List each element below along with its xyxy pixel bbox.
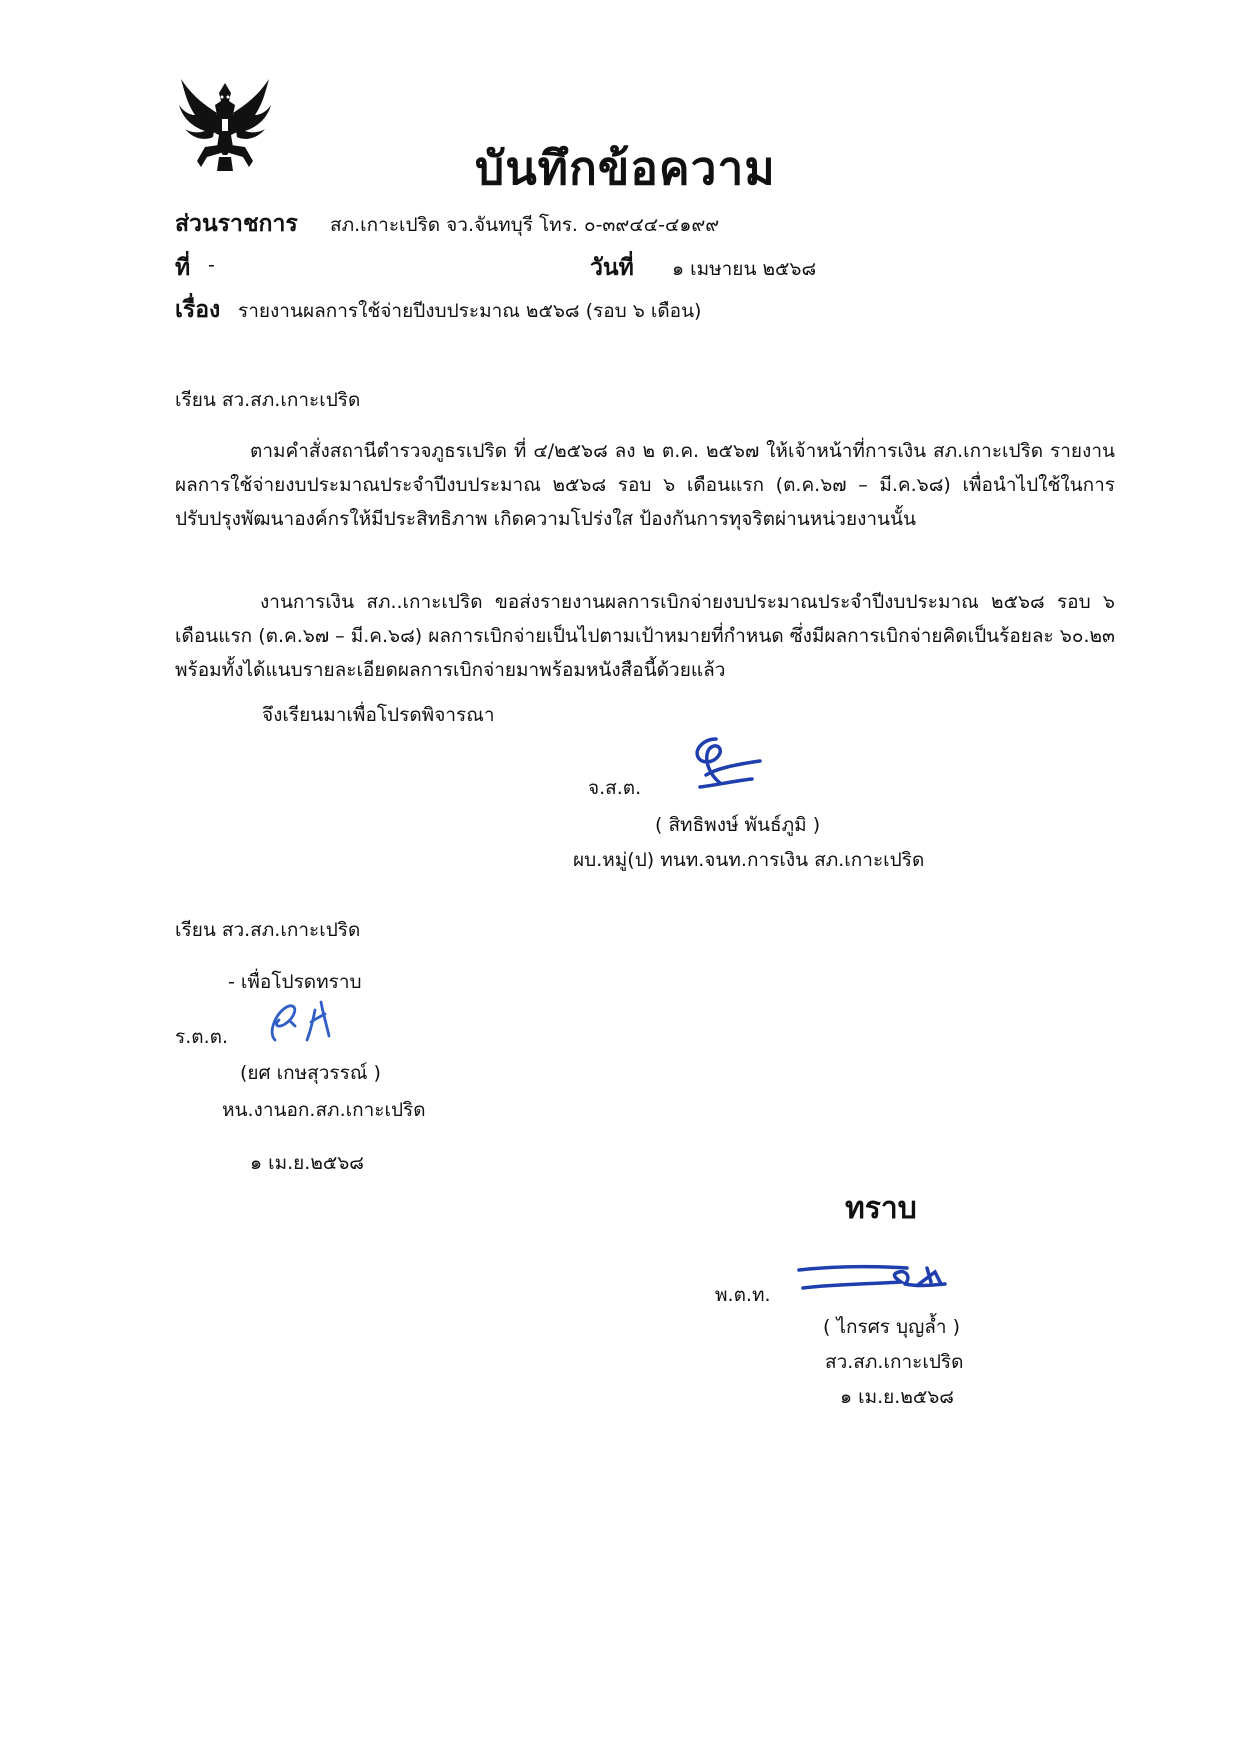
date-label: วันที่ [590, 255, 634, 281]
approval-signature [795, 1262, 960, 1302]
paragraph-1: ตามคำสั่งสถานีตำรวจภูธรเปริด ที่ ๔/๒๕๖๘ ลง ๒ ต.ค. ๒๕๖๗ ให้เจ้าหน้าที่การเงิน สภ.เกาะเปริด รายงานผลการใช้จ่ายงบประมาณประจำปีงบประมาณ ๒๕๖๘ รอบ ๖ เดือนแรก (ต.ค.๖๗ – มี.ค.๖๘) เพื่อนำไปใช้ในการปรับปรุงพัฒนาองค์กรให้มีประสิทธิภาพ เกิดความโปร่งใส ป้องกันการทุจริตผ่านหน่วยงานนั้น [175, 440, 1115, 530]
subject-value: รายงานผลการใช้จ่ายปีงบประมาณ ๒๕๖๘ (รอบ ๖ เดือน) [238, 300, 702, 322]
approval-date: ๑ เม.ย.๒๕๖๘ [840, 1386, 954, 1408]
paragraph-2: งานการเงิน สภ..เกาะเปริด ขอส่งรายงานผลการเบิกจ่ายงบประมาณประจำปีงบประมาณ ๒๕๖๘ รอบ ๖ เดือนแรก (ต.ค.๖๗ – มี.ค.๖๘) ผลการเบิกจ่ายเป็นไปตามเป้าหมายที่กำหนด ซึ่งมีผลการเบิกจ่ายคิดเป็นร้อยละ ๖๐.๒๓ พร้อมทั้งได้แนบรายละเอียดผลการเบิกจ่ายมาพร้อมหนังสือนี้ด้วยแล้ว [175, 591, 1115, 681]
approval-name: ( ไกรศร บุญล้ำ ) [823, 1316, 961, 1338]
subject-label: เรื่อง [175, 297, 221, 323]
signer1-rank: จ.ส.ต. [588, 777, 642, 799]
forward-date: ๑ เม.ย.๒๕๖๘ [250, 1152, 364, 1174]
signer1-position: ผบ.หมู่(ป) ทนท.จนท.การเงิน สภ.เกาะเปริด [573, 849, 925, 871]
approval-decision: ทราบ [845, 1191, 917, 1226]
forward-name: (ยศ เกษสุวรรณ์ ) [240, 1062, 381, 1084]
date-value: ๑ เมษายน ๒๕๖๘ [672, 258, 817, 280]
salutation: เรียน สว.สภ.เกาะเปริด [175, 389, 361, 411]
approval-position: สว.สภ.เกาะเปริด [825, 1351, 964, 1373]
forward-position: หน.งานอก.สภ.เกาะเปริด [222, 1099, 426, 1121]
forward-rank: ร.ต.ต. [175, 1026, 229, 1048]
garuda-emblem-icon [175, 75, 275, 175]
ref-label: ที่ [175, 255, 191, 281]
ref-value: - [208, 254, 215, 276]
signer1-name: ( สิทธิพงษ์ พันธ์ภูมิ ) [655, 814, 821, 836]
document-title: บันทึกข้อความ [475, 141, 776, 195]
closing-line: จึงเรียนมาเพื่อโปรดพิจารณา [262, 704, 495, 726]
agency-value: สภ.เกาะเปริด จว.จันทบุรี โทร. ๐-๓๙๔๔-๔๑๙๙ [330, 214, 720, 236]
forward-note: - เพื่อโปรดทราบ [228, 971, 362, 993]
approval-rank: พ.ต.ท. [715, 1284, 771, 1306]
forward-signature [255, 998, 350, 1048]
agency-label: ส่วนราชการ [175, 211, 298, 237]
forward-salutation: เรียน สว.สภ.เกาะเปริด [175, 919, 361, 941]
signer1-signature [676, 735, 766, 795]
